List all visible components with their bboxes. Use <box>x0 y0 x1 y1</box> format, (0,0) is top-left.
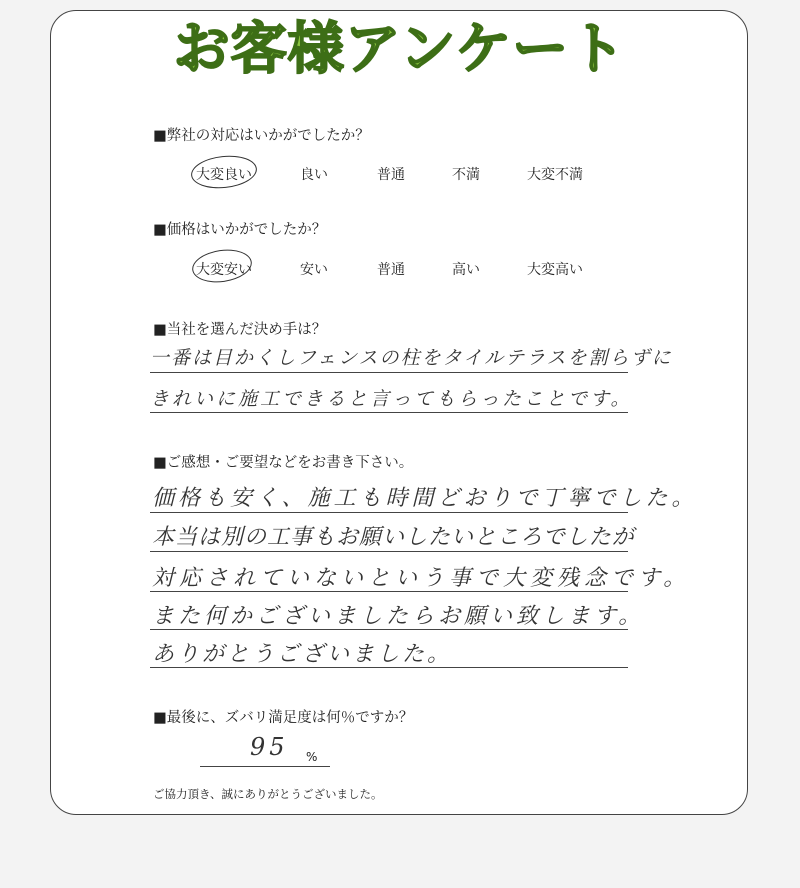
comment-rule <box>150 551 628 552</box>
option-service-normal[interactable]: 普通 <box>377 167 405 183</box>
comment-rule <box>150 667 628 668</box>
handwritten-comment-line: 価格も安く、施工も時間どおりで丁寧でした。 <box>152 486 698 511</box>
option-service-poor[interactable]: 不満 <box>452 167 480 183</box>
option-price-expensive[interactable]: 高い <box>452 262 480 278</box>
option-price-very-cheap[interactable]: 大変安い <box>196 262 252 278</box>
answer-rule <box>150 372 628 373</box>
answer-rule <box>150 412 628 413</box>
survey-title: お客様アンケート <box>173 17 627 82</box>
question-comments: ■ご感想・ご要望などをお書き下さい。 <box>153 455 414 471</box>
question-price: ■価格はいかがでしたか？ <box>153 222 327 238</box>
option-service-very-poor[interactable]: 大変不満 <box>527 167 583 183</box>
satisfaction-unit: % <box>306 750 318 764</box>
option-service-very-good[interactable]: 大変良い <box>196 167 252 183</box>
comment-rule <box>150 629 628 630</box>
handwritten-answer-line: 一番は目かくしフェンスの柱をタイルテラスを割らずに <box>150 347 673 369</box>
option-price-very-expensive[interactable]: 大変高い <box>527 262 583 278</box>
handwritten-comment-line: 本当は別の工事もお願いしたいところでしたが <box>152 525 635 550</box>
question-service: ■弊社の対応はいかがでしたか？ <box>153 128 370 144</box>
satisfaction-value: 95 <box>250 733 289 761</box>
option-price-normal[interactable]: 普通 <box>377 262 405 278</box>
thank-you-note: ご協力頂き、誠にありがとうございました。 <box>153 787 383 801</box>
satisfaction-rule <box>200 766 330 767</box>
comment-rule <box>150 512 628 513</box>
handwritten-comment-line: また何かございましたらお願い致します。 <box>152 604 645 629</box>
option-service-good[interactable]: 良い <box>300 167 328 183</box>
comment-rule <box>150 591 628 592</box>
option-price-cheap[interactable]: 安い <box>300 262 328 278</box>
question-deciding-factor: ■当社を選んだ決め手は？ <box>153 322 327 338</box>
handwritten-answer-line: きれいに施工できると言ってもらったことです。 <box>150 388 633 410</box>
handwritten-comment-line: 対応されていないという事で大変残念です。 <box>152 566 691 591</box>
question-satisfaction: ■最後に、ズバリ満足度は何％ですか？ <box>153 710 414 726</box>
handwritten-comment-line: ありがとうございました。 <box>152 642 453 667</box>
